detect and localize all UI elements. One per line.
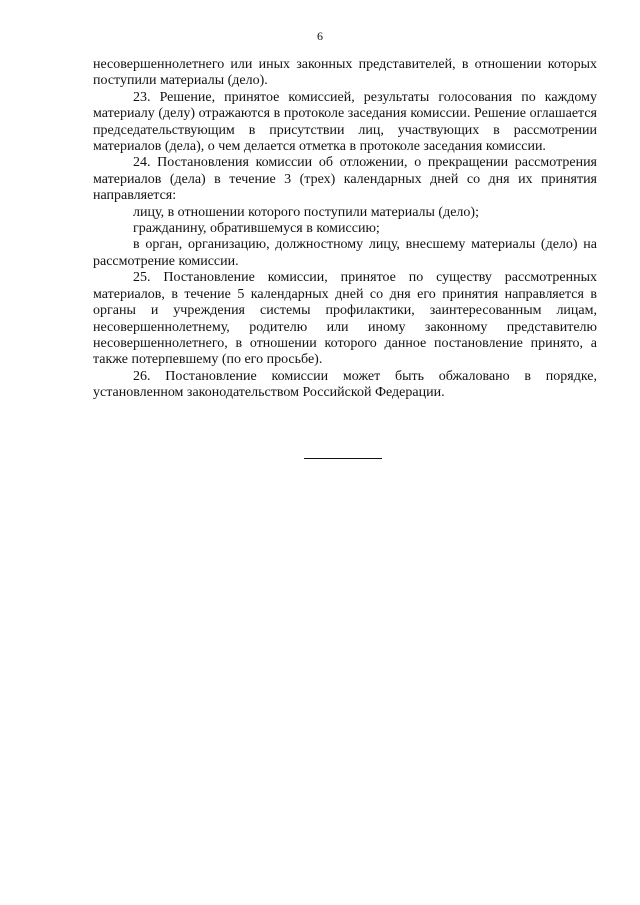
- paragraph-item-23: 23. Решение, принятое комиссией, результаты голосования по каждому материалу (делу) отражаются в протоколе заседания комиссии. Решение оглашается председательствующим в присутствии лиц, участвующих в рассмотрении материалов (дела), о чем делается отметка в протоколе заседания комиссии.: [93, 89, 597, 155]
- paragraph-item-25: 25. Постановление комиссии, принятое по существу рассмотренных материалов, в течение 5 календарных дней со дня его принятия направляется в органы и учреждения системы профилактики, заинтересованным лицам, несовершеннолетнему, родителю или иному законному представителю несовершеннолетнего, в отношении которого данное постановление принято, а также потерпевшему (по его просьбе).: [93, 270, 597, 368]
- paragraph-continuation: несовершеннолетнего или иных законных представителей, в отношении которых поступили материалы (дело).: [93, 57, 597, 89]
- document-body: [93, 57, 597, 402]
- paragraph-recipient-organization: в орган, организацию, должностному лицу, внесшему материалы (дело) на рассмотрение комиссии.: [93, 237, 597, 269]
- paragraph-item-24: 24. Постановления комиссии об отложении, о прекращении рассмотрения материалов (дела) в течение 3 (трех) календарных дней со дня их принятия направляется:: [93, 155, 597, 204]
- paragraph-item-26: 26. Постановление комиссии может быть обжаловано в порядке, установленном законодательством Российской Федерации.: [93, 368, 597, 401]
- end-separator-line: [304, 458, 382, 459]
- paragraph-recipient-citizen: гражданину, обратившемуся в комиссию;: [133, 221, 380, 237]
- page-number: 6: [317, 29, 323, 43]
- paragraph-recipient-person: лицу, в отношении которого поступили материалы (дело);: [133, 204, 479, 220]
